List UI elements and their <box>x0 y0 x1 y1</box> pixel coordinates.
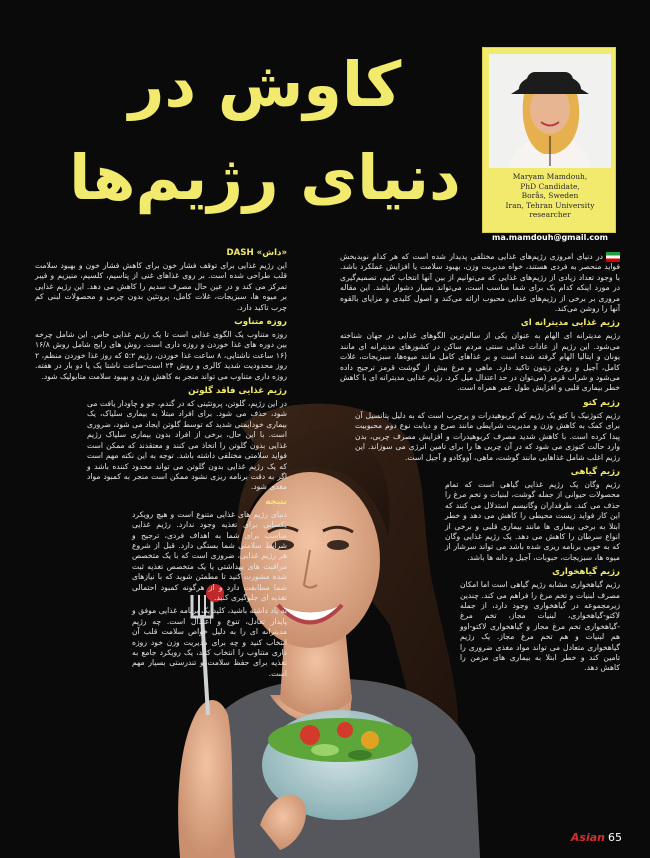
magazine-brand: Asian <box>570 831 605 844</box>
section-heading-mediterranean: رژیم غذایی مدیترانه ای <box>520 318 620 329</box>
intro-paragraph <box>340 252 620 314</box>
author-email[interactable]: ma.mamdouh@gmail.com <box>491 233 608 242</box>
section-heading-dash: «داش» DASH <box>226 248 287 258</box>
author-role: researcher <box>529 210 571 220</box>
section-body-dash: این رژیم غذایی برای توقف فشار خون برای کاهش فشار خون و بهبود سلامت قلب طراحی شده است. بر روی غذاهای غنی از پتاسیم، کلسیم، منیزیم و فیبر تمرکز می کند و در عین حال مصرف سدیم را کاهش می دهد. این رژیم غذایی بر میوه ها، سبزیجات، غلات کامل، پروتئین بدون چربی و محصولات لبنی کم چرب تاکید دارد. <box>35 261 287 312</box>
intro-text: در دنیای امروزی رژیم‌های غذایی مختلفی پدیدار شده است که هر کدام نوید‌بخش فواید منحصر به فردی هستند، خواه مدیریت وزن، بهبود سلامت یا افزایش عملکرد باشد. با وجود تعداد زیادی از رژیم‌های غذایی که می‌توانیم از بین آنها انتخاب کنیم، تصمیم‌گیری در مورد اینکه کدام یک برای شما مناسب است، می‌تواند بسیار دشوار باشد. این مقاله مروری بر برخی از رژیم‌های غذایی محبوب ارائه می‌کند و اصول کلیدی و مزایای بالقوه آنها را روشن می‌کند. <box>340 252 620 314</box>
page-footer <box>571 831 622 844</box>
section-body-conclusion-2: به یاد داشته باشید، کلید یک برنامه غذایی موفق و پایدار تعادل، تنوع و اعتدال است. چه رژیم مدیترانه ای را به دلیل خواص سلامت قلب آن انتخاب کنید و چه برای مدیریت وزن خود روزه داری متناوب را انتخاب کنید، یک رویکرد جامع به تغذیه برای حفظ سلامت و تندرستی بسیار مهم است. <box>132 606 287 678</box>
author-degree: PhD Candidate, <box>520 181 580 191</box>
section-body-vegan: رژیم وگان یک رژیم غذایی گیاهی است که تمام محصولات حیوانی از جمله گوشت، لبنیات و تخم مرغ را حذف می کند. طرفداران وگانیسم استدلال می کنند که این کار فواید زیست محیطی را کاهش می دهد و خطر ابتلا به برخی بیماری ها مانند بیماری قلبی و برخی از انواع سرطان را کاهش می دهد. یک رژیم غذایی وگان که به خوبی برنامه ریزی شده باشد می تواند سرشار از میوه ها، سبزیجات، حبوبات، آجیل و دانه ها باشد. <box>445 479 620 562</box>
section-body-conclusion-1: دنیای رژیم های غذایی متنوع است و هیچ رویکرد یکسانی برای تغذیه وجود ندارد. رژیم غذایی مناسب برای شما به اهداف فردی، ترجیح و شرایط سلامتی شما بستگی دارد. قبل از شروع هر رژیم غذایی، ضروری است که با یک متخصص مراقبت های بهداشتی یا یک متخصص تغذیه ثبت شده مشورت کنید تا مطمئن شوید که با نیازهای شما مطابقت دارد و از هرگونه کمبود احتمالی تغذیه ای جلوگیری کنید. <box>132 509 287 602</box>
section-heading-intermittent-fasting: روزه متناوب <box>234 317 287 328</box>
section-heading-keto: رژیم کتو <box>583 397 620 408</box>
section-heading-gluten-free: رژیم غذایی فاقد گلوتن <box>188 386 287 397</box>
left-text-column <box>35 244 287 683</box>
section-body-mediterranean: رژیم مدیترانه ای الهام به عنوان یکی از سالم‌ترین الگوهای غذایی در جهان شناخته می‌شود. این رژیم از عادات غذایی سنتی مردم ساکن در کشورهای مدیترانه ای مانند یونان و ایتالیا الهام گرفته شده است و بر غذاهای کامل مانند میوه‌ها، سبزیجات، غلات کامل، آجیل و روغن زیتون تاکید دارد. ماهی و مرغ بیش از گوشت قرمز ترجیح داده می‌شود و شراب قرمز (می‌توان در حد اعتدال میل کرد. رژیم غذایی مدیترانه ای با کاهش خطر بیماری قلبی و افزایش طول عمر همراه است. <box>340 331 620 393</box>
article-title <box>55 45 475 223</box>
section-body-vegetarian: رژیم گیاهخواری مشابه رژیم گیاهی است اما امکان مصرف لبنیات و تخم مرغ را فراهم می کند. چندین زیرمجموعه در گیاهخواری وجود دارد، از جمله لاکتو-گیاهخواری، لبنیات مجاز، تخم مرغ -گیاهخواری تخم مرغ مجاز و گیاهخواری لاکتو-اوو هم لبنیات و هم تخم مرغ مجاز. یک رژیم گیاهخواری متعادل می تواند مواد مغذی ضروری را تامین کند و خطر ابتلا به بیماری های مزمن را کاهش دهد. <box>460 580 620 673</box>
author-place-1: Borås, Sweden <box>521 191 579 201</box>
right-text-column <box>340 252 620 677</box>
section-body-gluten-free: در این رژیم، گلوتن، پروتئینی که در گندم، جو و چاودار یافت می شود، حذف می شود. برای افراد مبتلا به بیماری سلیاک، یک بیماری خودایمنی شدید که توسط گلوتن ایجاد می شود، ضروری است. با این حال، برخی از افراد بدون بیماری سلیاک رژیم غذایی بدون گلوتن را اتخاذ می کنند و معتقدند که ممکن است فواید سلامتی مختلفی داشته باشد. توجه به این نکته مهم است که یک رژیم غذایی بدون گلوتن می تواند محدود کننده باشد و اگر به دقت برنامه ریزی نشود ممکن است منجر به کمبود مواد مغذی شود. <box>87 399 287 492</box>
page-number: 65 <box>608 831 622 844</box>
author-place-2: Iran, Tehran University <box>505 200 595 210</box>
title-line-2: دنیای رژیم‌ها <box>69 141 461 214</box>
author-photo <box>489 54 611 168</box>
section-heading-vegan: رژیم گیاهی <box>570 466 620 477</box>
author-caption <box>487 172 613 220</box>
section-body-keto: رژیم کتوژنیک یا کتو یک رژیم کم کربوهیدرات و پرچرب است که به دلیل پتانسیل آن برای کمک به کاهش وزن و مدیریت شرایطی مانند صرع و دیابت نوع دوم محبوبیت پیدا کرده است. با کاهش شدید مصرف کربوهیدرات و افزایش مصرف چربی، بدن وارد حالت کتوزی می شود که در آن چربی ها را برای تامین انرژی می سوزاند. این رژیم اغلب شامل غذاهایی مانند گوشت، ماهی، آووکادو و آجیل است. <box>355 410 620 462</box>
author-box <box>482 47 616 233</box>
section-heading-vegetarian: رژیم گیاهخواری <box>552 567 620 578</box>
author-name: Maryam Mamdouh, <box>512 172 588 181</box>
section-heading-conclusion: نتیجه <box>265 496 287 507</box>
section-body-intermittent-fasting: روزه متناوب یک الگوی غذایی است تا یک رژیم غذایی خاص. این شامل چرخه بین دوره های غذا خوردن و روزه داری است. روش های رایج شامل روش ۱۶/۸ (۱۶ ساعت ناشتایی، ۸ ساعت غذا خوردن، رژیم ۵:۲ که روز غذا خوردن منظم، ۲ روز محدودیت شدید کالری و روش ۲۴ است-ساعت ناشتا یک یا دو بار در هفته. روزه داری متناوب می تواند منجر به کاهش وزن و بهبود سلامت متابولیک شود. <box>35 330 288 381</box>
iran-flag-icon <box>606 252 620 262</box>
title-line-1: کاوش در <box>128 48 402 121</box>
